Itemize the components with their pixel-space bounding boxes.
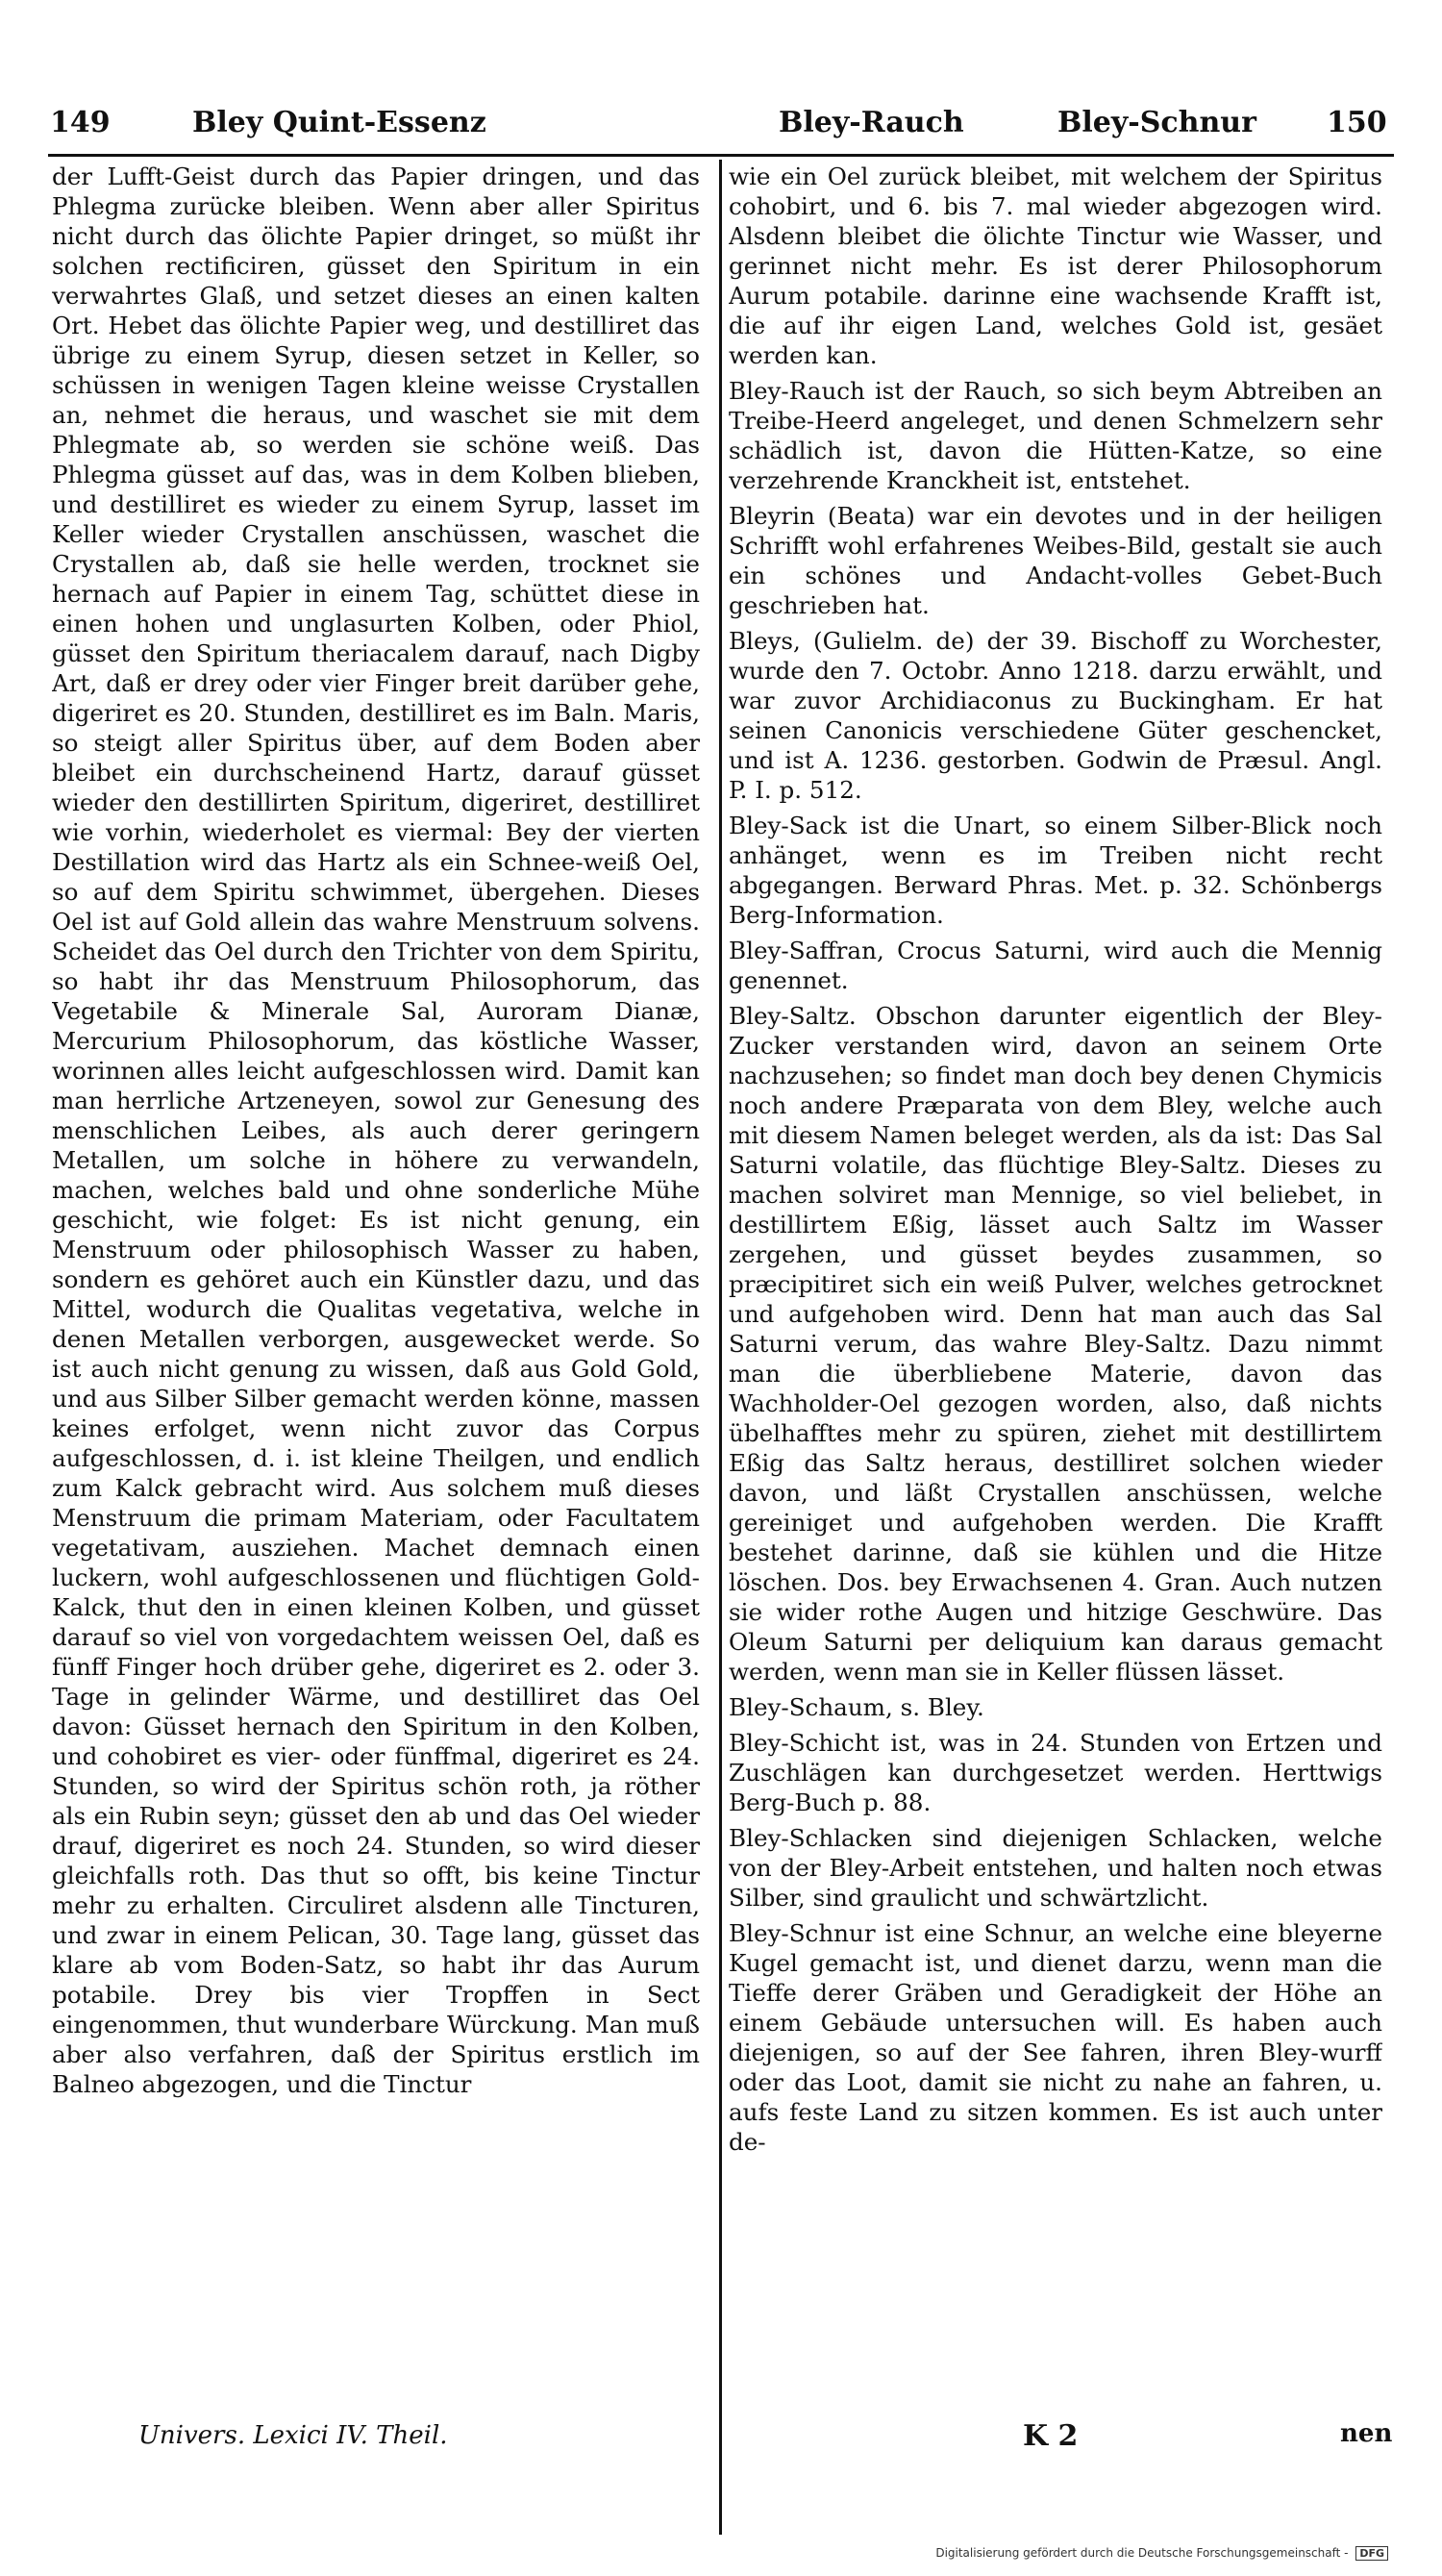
entry-continuation: wie ein Oel zurück bleibet, mit welchem der Spiritus cohobirt, und 6. bis 7. mal wieder abgezogen wird. Alsdenn bleibet die ölichte Tinctur wie Wasser, und gerinnet nicht mehr. Es ist derer Philosophorum Aurum potabile. darinne eine wachsende Krafft ist, die auf ihr eigen Land, welches Gold ist, gesäet werden kan. <box>729 163 1382 369</box>
entry-bley-saltz: Bley-Saltz. Obschon darunter eigentlich der Bley-Zucker verstanden wird, davon an seinem Orte nachzusehen; so findet man doch bey denen Chymicis noch andere Præparata von dem Bley, welche auch mit diesem Namen beleget werden, als da ist: Das Sal Saturni volatile, das flüchtige Bley-Saltz. Dieses zu machen solviret man Mennige, so viel beliebet, in destillirtem Eßig, lässet auch Saltz im Wasser zergehen, und güsset beydes zusammen, so præcipitiret sich ein weiß Pulver, welches getrocknet und aufgehoben wird. Denn hat man auch das Sal Saturni verum, das wahre Bley-Saltz. Dazu nimmt man die überbliebene Materie, davon das Wachholder-Oel gezogen worden, also, daß nichts übelhafftes mehr zu spüren, ziehet mit destillirtem Eßig das Saltz heraus, destilliret solchen wieder davon, und läßt Crystallen anschüssen, welche gereiniget und aufgehoben werden. Die Krafft bestehet darinne, daß sie kühlen und die Hitze löschen. Dos. bey Erwachsenen 4. Gran. Auch nutzen sie wider rothe Augen und hitzige Geschwüre. Das Oleum Saturni per deliquium kan daraus gemacht werden, wenn man sie in Keller flüssen lässet. <box>729 1002 1382 1686</box>
running-header <box>48 96 1394 154</box>
page-footer <box>52 2385 1393 2529</box>
left-column-text: der Lufft-Geist durch das Papier dringen, und das Phlegma zurücke bleiben. Wenn aber aller Spiritus nicht durch das ölichte Papier dringet, so müßt ihr solchen rectificiren, güsset den Spiritum in ein verwahrtes Glaß, und setzet dieses an einen kalten Ort. Hebet das ölichte Papier weg, und destilliret das übrige zu einem Syrup, diesen setzet in Keller, so schüssen in wenigen Tagen kleine weisse Crystallen an, nehmet die heraus, und waschet sie mit dem Phlegmate ab, so werden sie schöne weiß. Das Phlegma güsset auf das, was in dem Kolben blieben, und destilliret es wieder zu einem Syrup, lasset im Keller wieder Crystallen anschüssen, waschet die Crystallen ab, daß sie helle werden, trocknet sie hernach auf Papier in einem Tag, schüttet diese in einen hohen und unglasurten Kolben, oder Phiol, güsset den Spiritum theriacalem darauf, nach Digby Art, daß er drey oder vier Finger breit darüber gehe, digeriret es 20. Stunden, destilliret es im Baln. Maris, so steigt aller Spiritus über, auf dem Boden aber bleibet ein durchscheinend Hartz, darauf güsset wieder den destillirten Spiritum, digeriret, destilliret wie vorhin, wiederholet es viermal: Bey der vierten Destillation wird das Hartz als ein Schnee-weiß Oel, so auf dem Spiritu schwimmet, übergehen. Dieses Oel ist auf Gold allein das wahre Menstruum solvens. Scheidet das Oel durch den Trichter von dem Spiritu, so habt ihr das Menstruum Philosophorum, das Vegetabile & Minerale Sal, Auroram Dianæ, Mercurium Philosophorum, das köstliche Wasser, worinnen alles leicht aufgeschlossen wird. Damit kan man herrliche Artzeneyen, sowol zur Genesung des menschlichen Leibes, als auch derer geringern Metallen, um solche in höhere zu verwandeln, machen, welches bald und ohne sonderliche Mühe geschicht, wie folget: Es ist nicht genung, ein Menstruum oder philosophisch Wasser zu haben, sondern es gehöret auch ein Künstler dazu, und das Mittel, wodurch die Qualitas vegetativa, welche in denen Metallen verborgen, ausgewecket werde. So ist auch nicht genung zu wissen, daß aus Gold Gold, und aus Silber Silber gemacht werden könne, massen keines erfolget, wenn nicht zuvor das Corpus aufgeschlossen, d. i. ist kleine Theilgen, und endlich zum Kalck gebracht wird. Aus solchem muß dieses Menstruum die primam Materiam, oder Facultatem vegetativam, ausziehen. Machet demnach einen luckern, wohl aufgeschlossenen und flüchtigen Gold-Kalck, thut den in einen kleinen Kolben, und güsset darauf so viel von vorgedachtem weissen Oel, daß es fünff Finger hoch drüber gehe, digeriret es 2. oder 3. Tage in gelinder Wärme, und destilliret das Oel davon: Güsset hernach den Spiritum in den Kolben, und cohobiret es vier- oder fünffmal, digeriret es 24. Stunden, so wird der Spiritus schön roth, ja röther als ein Rubin seyn; güsset den ab und das Oel wieder drauf, digeriret es noch 24. Stunden, so wird dieser gleichfalls roth. Das thut so offt, bis keine Tinctur mehr zu erhalten. Circuliret alsdenn alle Tincturen, und zwar in einem Pelican, 30. Tage lang, güsset das klare ab vom Boden-Satz, so habt ihr das Aurum potabile. Drey bis vier Tropffen in Sect eingenommen, thut wunderbare Würckung. Man muß aber also verfahren, daß der Spiritus erstlich im Balneo abgezogen, und die Tinctur <box>52 163 700 2098</box>
right-running-title-b: Bley-Schnur <box>1057 106 1256 139</box>
right-page-number: 150 <box>1327 106 1387 139</box>
entry-bley-rauch: Bley-Rauch ist der Rauch, so sich beym Abtreiben an Treibe-Heerd angeleget, und denen Schmelzern sehr schädlich ist, davon die Hütten-Katze, so eine verzehrende Kranckheit ist, entstehet. <box>729 377 1382 494</box>
left-running-title: Bley Quint-Essenz <box>192 106 486 139</box>
column-divider <box>719 160 722 2535</box>
right-running-title-a: Bley-Rauch <box>779 106 964 139</box>
entry-bley-schaum: Bley-Schaum, s. Bley. <box>729 1693 984 1721</box>
dfg-logo-icon: DFG <box>1355 2546 1388 2561</box>
left-page-number: 149 <box>50 106 111 139</box>
header-rule <box>48 154 1394 157</box>
catchword: nen <box>1340 2419 1393 2448</box>
signature-line: Univers. Lexici IV. Theil. <box>138 2421 448 2450</box>
left-column <box>52 162 700 2527</box>
right-column <box>729 162 1382 2527</box>
entry-bley-saffran: Bley-Saffran, Crocus Saturni, wird auch die Mennig genennet. <box>729 937 1382 994</box>
entry-bley-schlacken: Bley-Schlacken sind diejenigen Schlacken, welche von der Bley-Arbeit entstehen, und halten noch etwas Silber, sind graulicht und schwärtzlicht. <box>729 1824 1382 1912</box>
entry-bley-schicht: Bley-Schicht ist, was in 24. Stunden von Ertzen und Zuschlägen kan durchgesetzet werden. Herttwigs Berg-Buch p. 88. <box>729 1729 1382 1816</box>
credit-text: Digitalisierung gefördert durch die Deutsche Forschungsgemeinschaft - <box>935 2546 1349 2560</box>
sheet-mark: K 2 <box>1023 2419 1079 2453</box>
entry-bley-schnur: Bley-Schnur ist eine Schnur, an welche eine bleyerne Kugel gemacht ist, und dienet darzu, wenn man die Tieffe derer Gräben und Geradigkeit der Höhe an einem Gebäude untersuchen will. Es haben auch diejenigen, so auf der See fahren, ihren Bley-wurff oder das Loot, damit sie nicht zu nahe an fahren, u. aufs feste Land zu sitzen kommen. Es ist auch unter de- <box>729 1919 1382 2156</box>
digitization-credit <box>935 2546 1388 2561</box>
entry-bleys: Bleys, (Gulielm. de) der 39. Bischoff zu Worchester, wurde den 7. Octobr. Anno 1218. darzu erwählt, und war zuvor Archidiaconus zu Buckingham. Er hat seinen Canonicis verschiedene Güter geschencket, und ist A. 1236. gestorben. Godwin de Præsul. Angl. P. I. p. 512. <box>729 627 1382 804</box>
entry-bley-sack: Bley-Sack ist die Unart, so einem Silber-Blick noch anhänget, wenn es im Treiben nicht recht abgegangen. Berward Phras. Met. p. 32. Schönbergs Berg-Information. <box>729 812 1382 929</box>
entry-bleyrin: Bleyrin (Beata) war ein devotes und in der heiligen Schrifft wohl erfahrenes Weibes-Bild, gestalt sie auch ein schönes und Andacht-volles Gebet-Buch geschrieben hat. <box>729 502 1382 619</box>
